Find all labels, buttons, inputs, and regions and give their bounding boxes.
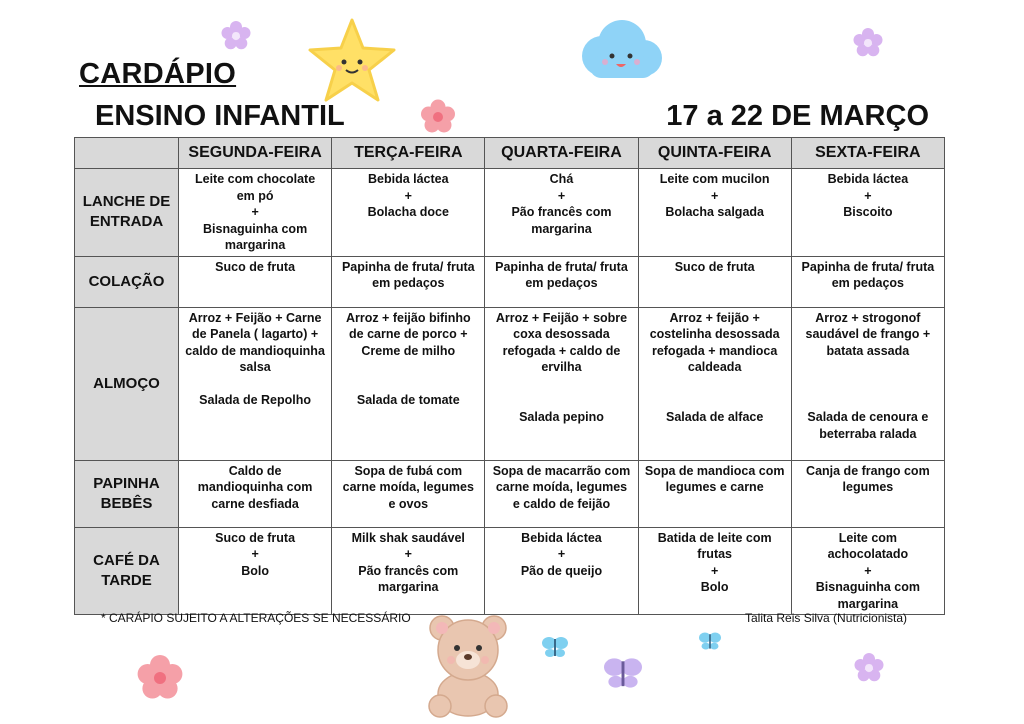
star-icon: [306, 16, 398, 104]
salad-text: Salada de tomate: [356, 393, 460, 407]
menu-cell: [179, 460, 332, 527]
footnote: * CARÁPIO SUJEITO A ALTERAÇÕES SE NECESSÁRIO: [101, 611, 411, 625]
menu-item-text: Bebida láctea + Bolacha doce: [367, 172, 449, 219]
menu-cell: [485, 307, 638, 460]
menu-cell: [791, 256, 944, 307]
menu-cell: [638, 307, 791, 460]
salad-text: Salada de cenoura e beterraba ralada: [807, 410, 929, 441]
menu-item-text: Papinha de fruta/ fruta em pedaços: [495, 259, 628, 290]
flower-icon: [132, 650, 188, 706]
menu-item-text: Suco de fruta: [674, 259, 755, 274]
cell-spacer: [645, 376, 785, 409]
cell-spacer: [798, 359, 938, 409]
menu-cell: [638, 169, 791, 257]
cloud-icon: [572, 14, 668, 86]
page-title: CARDÁPIO: [79, 58, 237, 90]
butterfly-icon: [602, 654, 644, 692]
day-header: SEXTA-FEIRA: [791, 138, 944, 169]
menu-cell: [179, 527, 332, 615]
menu-item-text: Arroz + Feijão + sobre coxa desossada refogada + caldo de ervilha: [495, 310, 628, 374]
day-header: TERÇA-FEIRA: [332, 138, 485, 169]
butterfly-icon: [698, 630, 722, 652]
cell-spacer: [491, 376, 631, 409]
table-row: [75, 169, 945, 257]
menu-cell: [638, 460, 791, 527]
menu-item-text: Papinha de fruta/ fruta em pedaços: [801, 259, 935, 290]
menu-cell: [179, 307, 332, 460]
menu-item-text: Arroz + feijão + costelinha desossada refogada + mandioca caldeada: [649, 310, 780, 374]
menu-item-text: Sopa de fubá com carne moída, legumes e ovos: [342, 463, 474, 511]
table-row: [75, 307, 945, 460]
menu-cell: [638, 256, 791, 307]
meal-label: ALMOÇO: [75, 307, 179, 460]
menu-cell: [791, 169, 944, 257]
teddy-bear-icon: [418, 608, 518, 718]
menu-item-text: Sopa de mandioca com legumes e carne: [644, 463, 785, 494]
menu-cell: [179, 169, 332, 257]
menu-cell: [485, 527, 638, 615]
menu-item-text: Leite com mucilon + Bolacha salgada: [659, 172, 770, 219]
meal-label: CAFÉ DA TARDE: [75, 527, 179, 615]
menu-cell: [332, 527, 485, 615]
menu-item-text: Milk shak saudável + Pão francês com margarina: [351, 530, 465, 594]
cell-spacer: [185, 376, 325, 392]
menu-item-text: Caldo de mandioquinha com carne desfiada: [197, 463, 313, 511]
menu-cell: [332, 169, 485, 257]
menu-item-text: Sopa de macarrão com carne moída, legumes e caldo de feijão: [492, 463, 631, 511]
flower-icon: [850, 25, 886, 61]
salad-text: Salada de alface: [666, 409, 764, 424]
menu-cell: [791, 307, 944, 460]
menu-item-text: Leite com achocolatado + Bisnaguinha com margarina: [815, 530, 920, 611]
menu-cell: [485, 256, 638, 307]
menu-cell: [179, 256, 332, 307]
menu-item-text: Bebida láctea + Biscoito: [827, 172, 909, 219]
flower-icon: [218, 18, 254, 54]
menu-item-text: Suco de fruta: [215, 259, 296, 274]
day-header: SEGUNDA-FEIRA: [179, 138, 332, 169]
table-row: [75, 256, 945, 307]
meal-label: PAPINHA BEBÊS: [75, 460, 179, 527]
salad-text: Salada pepino: [519, 409, 604, 424]
menu-item-text: Arroz + feijão bifinho de carne de porco + Creme de milho: [345, 310, 471, 358]
butterfly-icon: [541, 634, 569, 660]
menu-cell: [791, 527, 944, 615]
menu-cell: [485, 169, 638, 257]
day-header: QUINTA-FEIRA: [638, 138, 791, 169]
day-header: QUARTA-FEIRA: [485, 138, 638, 169]
menu-cell: [791, 460, 944, 527]
table-corner-cell: [75, 138, 179, 169]
menu-item-text: Arroz + Feijão + Carne de Panela ( lagarto) + caldo de mandioquinha salsa: [185, 310, 325, 374]
menu-cell: [332, 307, 485, 460]
meal-label: COLAÇÃO: [75, 256, 179, 307]
flower-icon: [417, 96, 459, 138]
cell-spacer: [338, 359, 478, 392]
table-header-row: [75, 138, 945, 169]
menu-item-text: Chá + Pão francês com margarina: [511, 172, 612, 236]
page-subtitle: ENSINO INFANTIL: [95, 100, 345, 132]
nutritionist-credit: Talita Reis Silva (Nutricionista): [745, 611, 908, 625]
menu-cell: [332, 256, 485, 307]
salad-text: Salada de Repolho: [199, 392, 312, 407]
meal-label: LANCHE DE ENTRADA: [75, 169, 179, 257]
menu-item-text: Batida de leite com frutas + Bolo: [657, 530, 772, 594]
menu-item-text: Leite com chocolate em pó + Bisnaguinha com margarina: [195, 172, 316, 252]
menu-item-text: Arroz + strogonof saudável de frango + batata assada: [805, 310, 931, 358]
menu-table: [74, 137, 945, 615]
table-row: [75, 527, 945, 615]
menu-item-text: Bebida láctea + Pão de queijo: [520, 530, 603, 578]
menu-item-text: Canja de frango com legumes: [806, 463, 930, 494]
flower-icon: [851, 650, 887, 686]
table-row: [75, 460, 945, 527]
menu-item-text: Suco de fruta + Bolo: [215, 530, 296, 578]
menu-item-text: Papinha de fruta/ fruta em pedaços: [341, 259, 475, 290]
menu-cell: [332, 460, 485, 527]
date-range: 17 a 22 DE MARÇO: [666, 100, 929, 132]
menu-cell: [638, 527, 791, 615]
menu-cell: [485, 460, 638, 527]
